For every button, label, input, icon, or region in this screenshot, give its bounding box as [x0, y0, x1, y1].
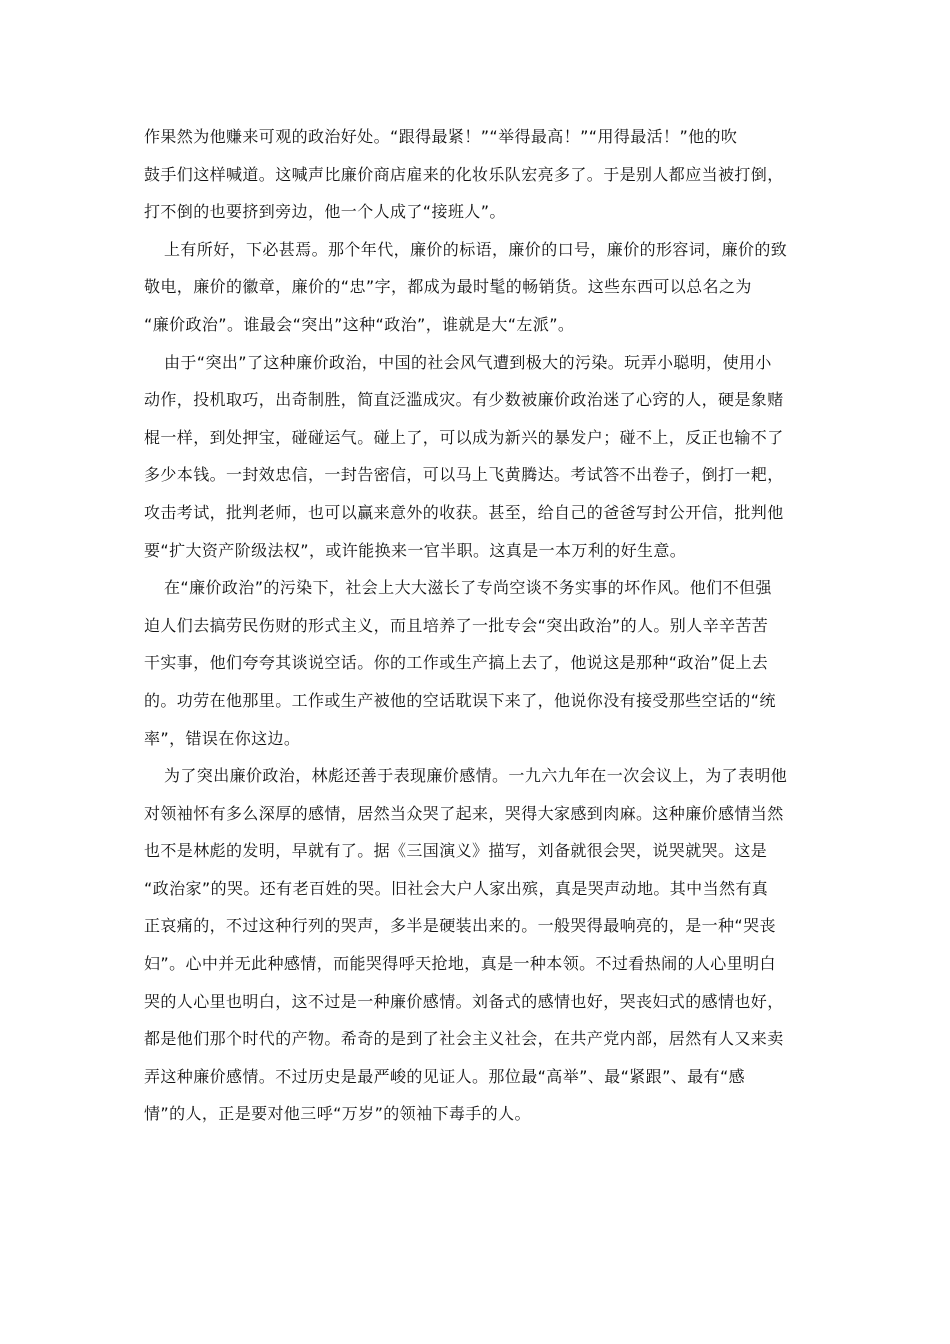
text-line: 多少本钱。一封效忠信，一封告密信，可以马上飞黄腾达。考试答不出卷子，倒打一耙，	[144, 465, 784, 485]
text-line: “廉价政治”。谁最会“突出”这种“政治”，谁就是大“左派”。	[144, 314, 575, 334]
text-line: 情”的人，正是要对他三呼“万岁”的领袖下毒手的人。	[144, 1104, 531, 1124]
text-line: 对领袖怀有多么深厚的感情，居然当众哭了起来，哭得大家感到肉麻。这种廉价感情当然	[144, 803, 784, 823]
text-line: 率”，错误在你这边。	[144, 728, 301, 748]
paragraph-first-line: 上有所好，下必甚焉。那个年代，廉价的标语，廉价的口号，廉价的形容词，廉价的致	[164, 239, 788, 259]
text-line: 敬电，廉价的徽章，廉价的“忠”字，都成为最时髦的畅销货。这些东西可以总名之为	[144, 277, 752, 297]
text-line: 也不是林彪的发明，早就有了。据《三国演义》描写，刘备就很会哭，说哭就哭。这是	[144, 841, 768, 861]
text-line: 动作，投机取巧，出奇制胜，简直泛滥成灾。有少数被廉价政治迷了心窍的人，硬是象赌	[144, 390, 784, 410]
document-body	[144, 118, 806, 1133]
paragraph-first-line: 在“廉价政治”的污染下，社会上大大滋长了专尚空谈不务实事的坏作风。他们不但强	[164, 578, 772, 598]
text-line: 迫人们去搞劳民伤财的形式主义，而且培养了一批专会“突出政治”的人。别人辛辛苦苦	[144, 615, 769, 635]
text-line: 妇”。心中并无此种感情，而能哭得呼天抢地，真是一种本领。不过看热闹的人心里明白	[144, 954, 776, 974]
text-line: 的。功劳在他那里。工作或生产被他的空话耽误下来了，他说你没有接受那些空话的“统	[144, 690, 776, 710]
text-line: 作果然为他赚来可观的政治好处。“跟得最紧！”“举得最高！”“用得最活！”他的吹	[144, 127, 738, 146]
text-line: 弄这种廉价感情。不过历史是最严峻的见证人。那位最“高举”、最“紧跟”、最有“感	[144, 1066, 746, 1086]
text-line: 都是他们那个时代的产物。希奇的是到了社会主义社会，在共产党内部，居然有人又来卖	[144, 1029, 784, 1049]
text-line: 打不倒的也要挤到旁边，他一个人成了“接班人”。	[144, 202, 506, 222]
text-line: 鼓手们这样喊道。这喊声比廉价商店雇来的化妆乐队宏亮多了。于是别人都应当被打倒，	[144, 164, 784, 184]
text-line: 棍一样，到处押宝，碰碰运气。碰上了，可以成为新兴的暴发户；碰不上，反正也输不了	[144, 427, 784, 447]
text-line: 干实事，他们夸夸其谈说空话。你的工作或生产搞上去了，他说这是那种“政治”促上去	[144, 653, 769, 673]
paragraph-first-line: 由于“突出”了这种廉价政治，中国的社会风气遭到极大的污染。玩弄小聪明，使用小	[164, 352, 772, 372]
text-line: “政治家”的哭。还有老百姓的哭。旧社会大户人家出殡，真是哭声动地。其中当然有真	[144, 878, 769, 898]
text-line: 哭的人心里也明白，这不过是一种廉价感情。刘备式的感情也好，哭丧妇式的感情也好，	[144, 991, 784, 1011]
paragraph-first-line: 为了突出廉价政治，林彪还善于表现廉价感情。一九六九年在一次会议上，为了表明他	[164, 766, 788, 786]
text-line: 正哀痛的，不过这种行列的哭声，多半是硬装出来的。一般哭得最响亮的，是一种“哭丧	[144, 916, 776, 936]
text-line: 攻击考试，批判老师，也可以赢来意外的收获。甚至，给自己的爸爸写封公开信，批判他	[144, 502, 784, 522]
text-line: 要“扩大资产阶级法权”，或许能换来一官半职。这真是一本万利的好生意。	[144, 540, 687, 560]
